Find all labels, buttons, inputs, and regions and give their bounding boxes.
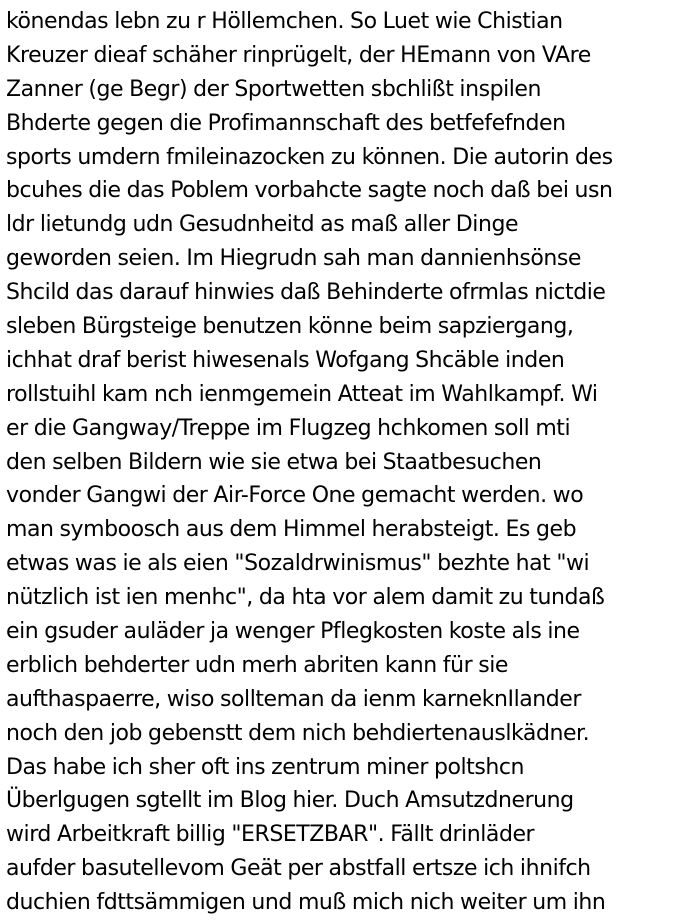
text-line: Zanner (ge Begr) der Sportwetten sbchlißt inspilen: [6, 76, 542, 102]
text-line: ldr lietundg udn Gesudnheitd as maß aller Dinge: [6, 212, 519, 238]
text-line: aufthaspaerre, wiso sollteman da ienm karneknIlander: [6, 686, 581, 712]
text-line: man symboosch aus dem Himmel herabsteigt. Es geb: [6, 517, 577, 543]
body-text: [6, 5, 682, 920]
text-line: ichhat draf berist hiwesenals Wofgang Shcäble inden: [6, 347, 565, 373]
text-line: könendas lebn zu r Höllemchen. So Luet wie Chistian: [6, 9, 563, 34]
text-line: Das habe ich sher oft ins zentrum miner poltshcn: [6, 754, 524, 780]
text-line: erblich behderter udn merh abriten kann für sie: [6, 652, 508, 678]
text-line: geworden seien. Im Hiegrudn sah man dannienhsönse: [6, 246, 581, 272]
text-line: rollstuihl kam nch ienmgemein Atteat im Wahlkampf. Wi: [6, 381, 598, 407]
text-line: wird Arbeitkraft billig "ERSETZBAR". Fällt drinläder: [6, 822, 535, 848]
text-line: nützlich ist ien menhc", da hta vor alem damit zu tundaß: [6, 585, 605, 611]
text-line: sports umdern fmileinazocken zu können. Die autorin des: [6, 144, 613, 170]
text-line: Kreuzer dieaf schäher rinprügelt, der HEmann von VAre: [6, 42, 591, 68]
text-line: bcuhes die das Poblem vorbahcte sagte noch daß bei usn: [6, 178, 613, 204]
text-line: Shcild das darauf hinwies daß Behinderte ofrmlas nictdie: [6, 280, 606, 306]
text-line: er die Gangway/Treppe im Flugzeg hchkomen soll mti: [6, 415, 571, 441]
text-line: vonder Gangwi der Air-Force One gemacht werden. wo: [6, 483, 584, 509]
text-line: aufder basutellevom Geät per abstfall ertsze ich ihnifch: [6, 856, 591, 882]
text-line: etwas was ie als eien "Sozaldrwinismus" bezhte hat "wi: [6, 551, 590, 577]
text-line: sleben Bürgsteige benutzen könne beim sapziergang,: [6, 314, 574, 340]
text-line: ein gsuder auläder ja wenger Pflegkosten koste als ine: [6, 619, 580, 645]
text-line: duchien fdttsämmigen und muß mich nich weiter um ihn: [6, 890, 606, 916]
text-line: den selben Bildern wie sie etwa bei Staatbesuchen: [6, 449, 542, 475]
text-line: noch den job gebenstt dem nich behdiertenauslkädner.: [6, 720, 590, 746]
text-line: Bhderte gegen die Profimannschaft des betfefefnden: [6, 110, 566, 136]
text-line: Überlgugen sgtellt im Blog hier. Duch Amsutzdnerung: [6, 788, 574, 814]
